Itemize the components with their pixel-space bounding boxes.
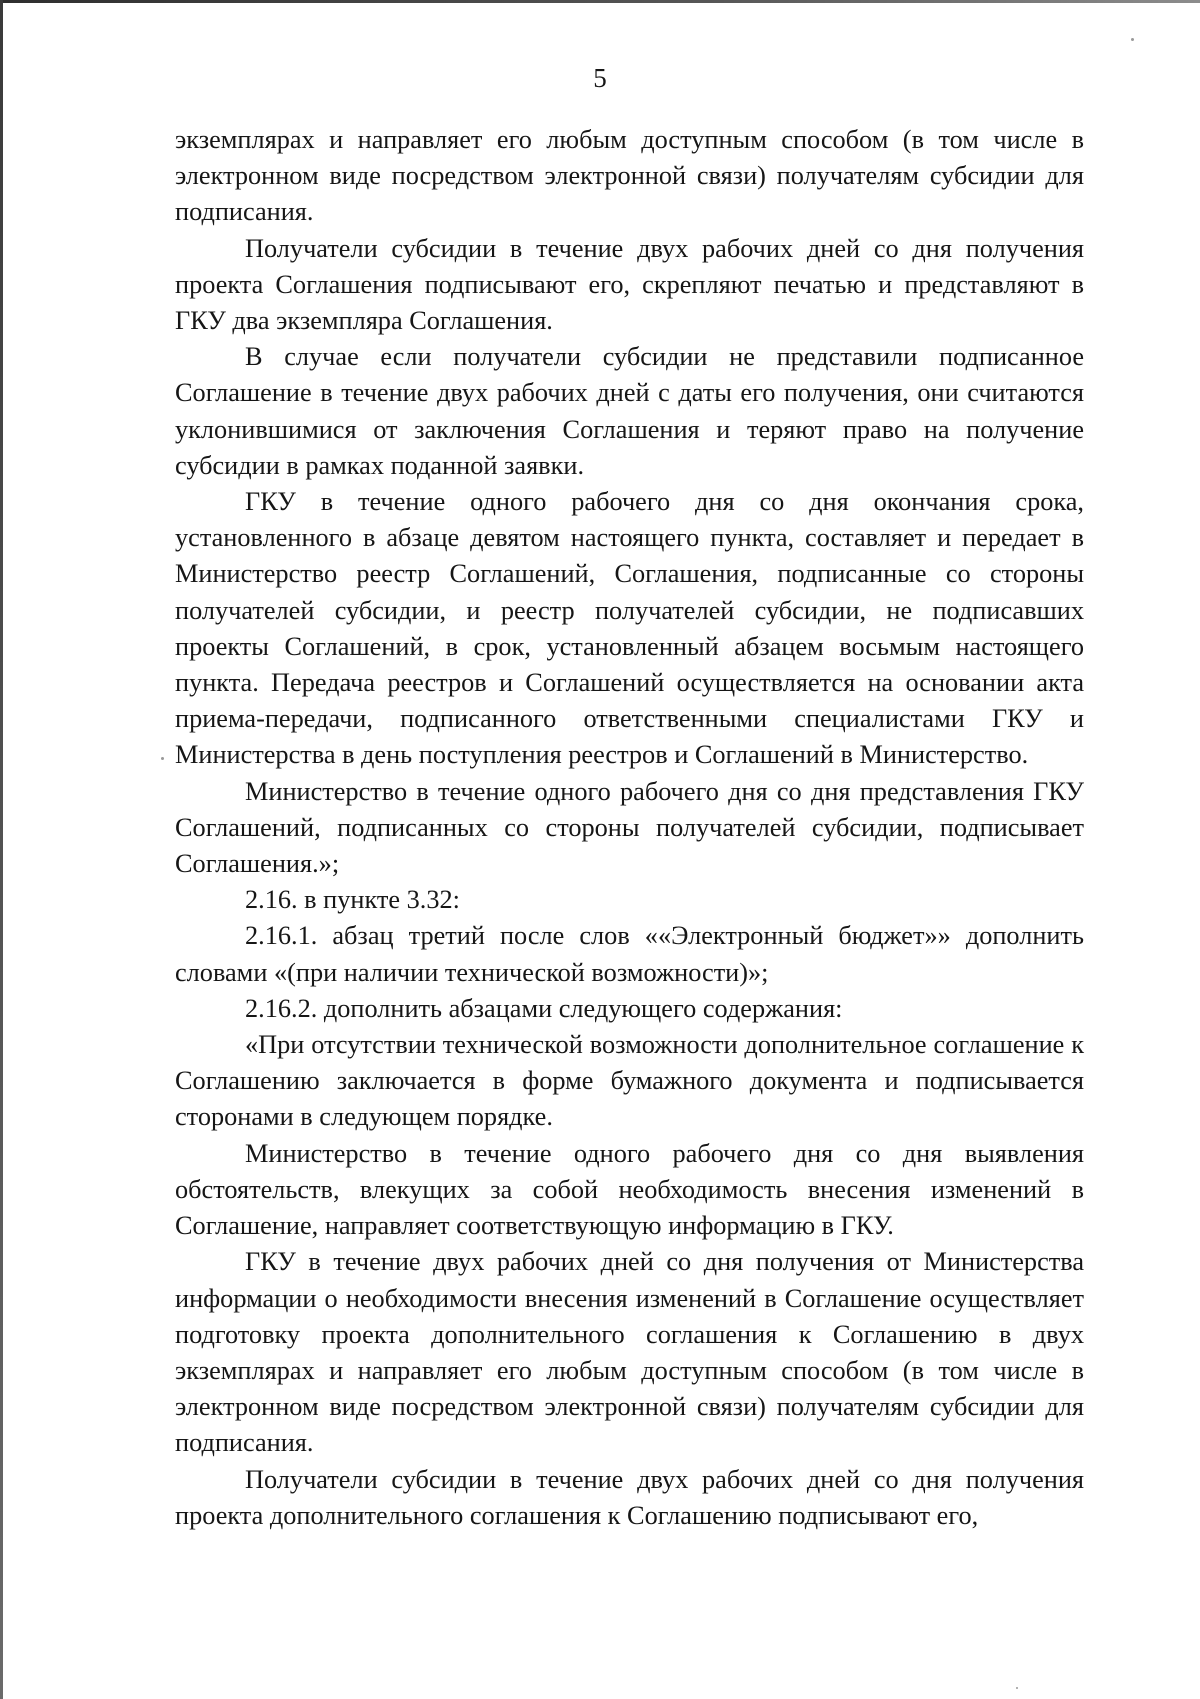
paragraph: ГКУ в течение одного рабочего дня со дня окончания срока, установленного в абзаце девятом настоящего пункта, составляет и передает в Министерство реестр Соглашений, Соглашения, подписанные со стороны получателей субсидии, и реестр получателей субсидии, не подписавших проекты Соглашений, в срок, установленный абзацем восьмым настоящего пункта. Передача реестров и Соглашений осуществляется на основании акта приема-передачи, подписанного ответственными специалистами ГКУ и Министерства в день поступления реестров и Соглашений в Министерство. [175,487,1084,770]
paragraph: Получатели субсидии в течение двух рабочих дней со дня получения проекта дополнительного соглашения к Соглашению подписывают его, [175,1464,1084,1530]
paragraph: Министерство в течение одного рабочего дня со дня представления ГКУ Соглашений, подписанных со стороны получателей субсидии, подписывает Соглашения.»; [175,776,1084,879]
scan-edge-left [0,0,3,1699]
paragraph: 2.16.2. дополнить абзацами следующего содержания: [245,993,843,1023]
paragraph: Министерство в течение одного рабочего дня со дня выявления обстоятельств, влекущих за собой необходимость внесения изменений в Соглашение, направляет соответствующую информацию в ГКУ. [175,1138,1084,1241]
paragraph: 2.16. в пункте 3.32: [245,885,460,915]
scan-edge-top [0,0,1200,3]
page-number: 5 [593,63,607,93]
scan-speck [1016,1687,1018,1689]
document-body [175,122,1084,1534]
scan-speck [161,757,164,760]
paragraph: экземплярах и направляет его любым доступным способом (в том числе в электронном виде посредством электронной связи) получателям субсидии для подписания. [175,125,1084,227]
scan-speck [1131,38,1134,41]
paragraph: 2.16.1. абзац третий после слов ««Электронный бюджет»» дополнить словами «(при наличии технической возможности)»; [175,921,1084,987]
paragraph: ГКУ в течение двух рабочих дней со дня получения от Министерства информации о необходимости внесения изменений в Соглашение осуществляет подготовку проекта дополнительного соглашения к Соглашению в двух экземплярах и направляет его любым доступным способом (в том числе в электронном виде посредством электронной связи) получателям субсидии для подписания. [175,1247,1084,1458]
paragraph: Получатели субсидии в течение двух рабочих дней со дня получения проекта Соглашения подписывают его, скрепляют печатью и представляют в ГКУ два экземпляра Соглашения. [175,233,1084,336]
paragraph: В случае если получатели субсидии не представили подписанное Соглашение в течение двух рабочих дней с даты его получения, они считаются уклонившимися от заключения Соглашения и теряют право на получение субсидии в рамках поданной заявки. [175,342,1084,480]
paragraph: «При отсутствии технической возможности дополнительное соглашение к Соглашению заключается в форме бумажного документа и подписывается сторонами в следующем порядке. [175,1030,1084,1132]
